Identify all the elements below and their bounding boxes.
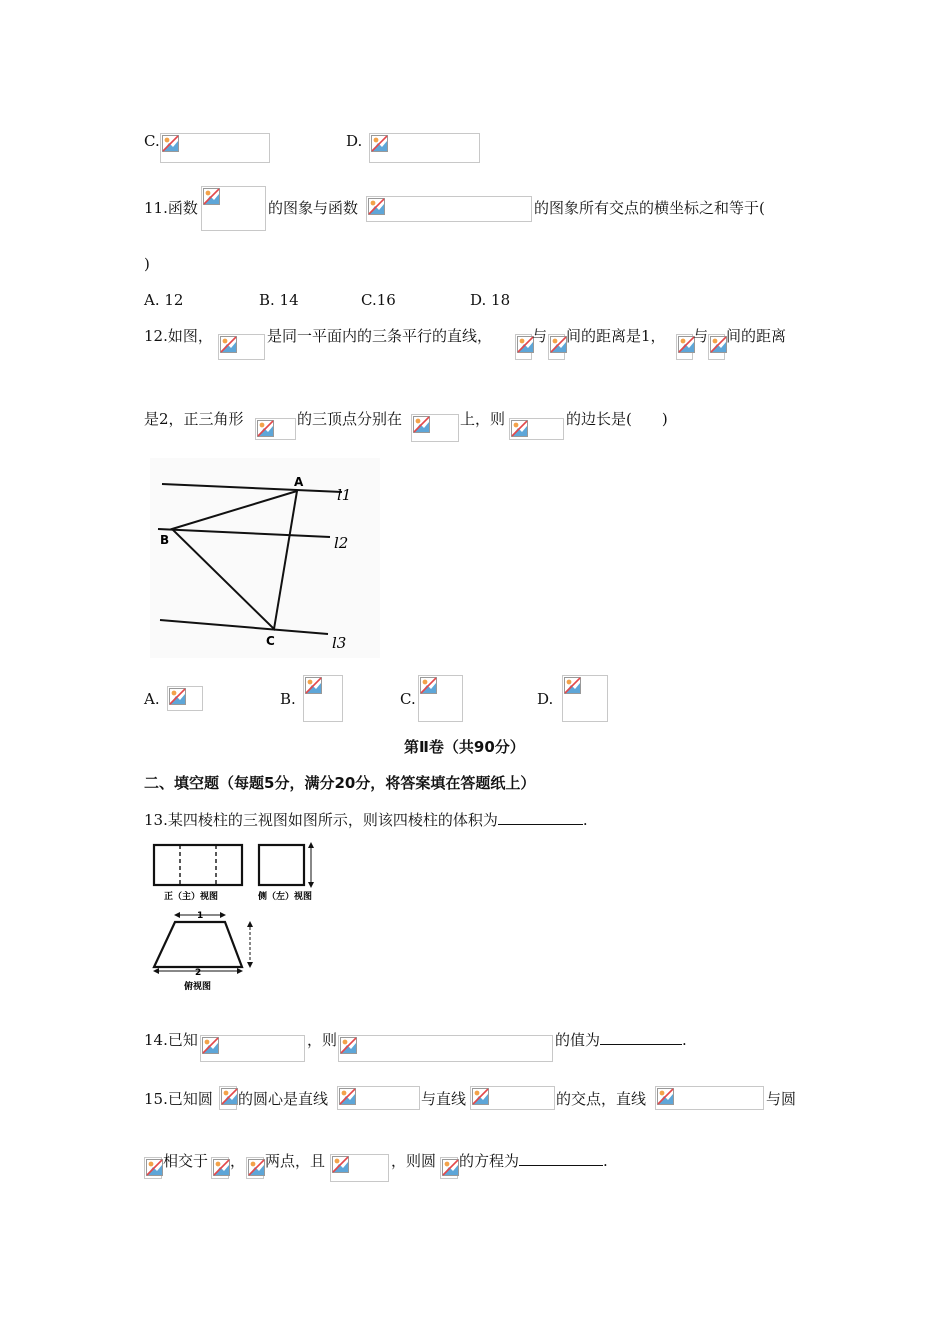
option-c-label: C. xyxy=(144,132,160,150)
side-view-label: 侧（左）视图 xyxy=(258,892,313,902)
q15-text: 两点，且 xyxy=(265,1152,326,1170)
formula-image xyxy=(470,1086,555,1110)
section-title: 第Ⅱ卷（共90分） xyxy=(404,738,525,756)
q11-close: ) xyxy=(144,255,150,273)
answer-blank xyxy=(600,1030,682,1045)
q12-text: 间的距离是1， xyxy=(566,327,666,345)
formula-image xyxy=(562,675,608,722)
formula-image xyxy=(330,1154,389,1182)
q11-option-d: D. 18 xyxy=(470,291,511,309)
broken-image-icon xyxy=(220,336,237,353)
vertex-c-label: C xyxy=(266,634,275,648)
formula-image xyxy=(211,1157,229,1179)
q12-text: 是同一平面内的三条平行的直线， xyxy=(267,327,493,345)
formula-image xyxy=(337,1086,420,1110)
formula-image xyxy=(366,196,532,222)
front-view-label: 正（主）视图 xyxy=(164,892,219,902)
formula-image xyxy=(218,334,265,360)
broken-image-icon xyxy=(442,1159,459,1176)
broken-image-icon xyxy=(248,1159,265,1176)
top-width-label: 1 xyxy=(197,911,204,921)
line-l2-label: l2 xyxy=(334,534,349,552)
q11-text: 的图象所有交点的横坐标之和等于( xyxy=(534,199,765,217)
q13-text: 13.某四棱柱的三视图如图所示，则该四棱柱的体积为 . xyxy=(144,811,588,829)
top-view-label: 俯视图 xyxy=(184,982,212,992)
q14-text: ，则 xyxy=(307,1031,338,1049)
q15-text: 的方程为 . xyxy=(459,1152,608,1170)
broken-image-icon xyxy=(368,198,385,215)
formula-image xyxy=(515,334,532,360)
broken-image-icon xyxy=(305,677,322,694)
q15-text: 的圆心是直线 xyxy=(238,1090,329,1108)
q11-text: 的图象与函数 xyxy=(268,199,359,217)
broken-image-icon xyxy=(221,1088,238,1105)
q11-option-c: C.16 xyxy=(361,291,396,309)
triangle-parallel-lines-figure xyxy=(150,458,380,658)
formula-image xyxy=(418,675,463,722)
q12-text: 与 xyxy=(532,327,548,345)
formula-image xyxy=(255,418,296,440)
q12-text: 的边长是( ) xyxy=(566,410,668,428)
broken-image-icon xyxy=(213,1159,230,1176)
line-l3-label: l3 xyxy=(332,634,347,652)
line-l1-label: l1 xyxy=(337,486,352,504)
q12-text: 是2，正三角形 xyxy=(144,410,244,428)
broken-image-icon xyxy=(332,1156,349,1173)
formula-image xyxy=(303,675,343,722)
q15-text: 与直线 xyxy=(421,1090,467,1108)
broken-image-icon xyxy=(413,416,430,433)
q11-text: 11.函数 xyxy=(144,199,198,217)
broken-image-icon xyxy=(257,420,274,437)
formula-image xyxy=(509,418,564,440)
formula-image xyxy=(246,1157,264,1179)
q15-text: 与圆 xyxy=(766,1090,797,1108)
q12-text: 间的距离 xyxy=(726,327,787,345)
formula-image xyxy=(144,1157,162,1179)
q12-text: 上，则 xyxy=(460,410,506,428)
q12-option-a: A. xyxy=(144,690,160,708)
q15-text: ，则圆 xyxy=(391,1152,437,1170)
broken-image-icon xyxy=(472,1088,489,1105)
formula-image xyxy=(160,133,270,163)
formula-image xyxy=(201,186,266,231)
formula-image xyxy=(369,133,480,163)
q14-text: 14.已知 xyxy=(144,1031,198,1049)
q15-text: ， xyxy=(230,1152,246,1170)
broken-image-icon xyxy=(169,688,186,705)
formula-image xyxy=(411,414,459,442)
broken-image-icon xyxy=(340,1037,357,1054)
top-view-trapezoid xyxy=(154,922,242,967)
broken-image-icon xyxy=(420,677,437,694)
broken-image-icon xyxy=(550,336,567,353)
q12-text: 12.如图， xyxy=(144,327,213,345)
formula-image xyxy=(200,1035,305,1062)
q12-option-b: B. xyxy=(280,690,296,708)
broken-image-icon xyxy=(710,336,727,353)
vertex-b-label: B xyxy=(160,533,170,547)
broken-image-icon xyxy=(511,420,528,437)
q15-text: 的交点，直线 xyxy=(556,1090,647,1108)
formula-image xyxy=(219,1086,237,1110)
option-d-label: D. xyxy=(346,132,363,150)
bottom-width-label: 2 xyxy=(195,968,202,978)
q11-option-a: A. 12 xyxy=(144,291,184,309)
vertex-a-label: A xyxy=(294,475,304,489)
broken-image-icon xyxy=(564,677,581,694)
q12-option-d: D. xyxy=(537,690,554,708)
q12-text: 的三顶点分别在 xyxy=(297,410,403,428)
q14-text: 的值为 . xyxy=(555,1031,687,1049)
section-heading: 二、填空题（每题5分，满分20分，将答案填在答题纸上） xyxy=(144,774,536,792)
three-view-figure xyxy=(146,838,326,994)
formula-image xyxy=(708,334,725,360)
q15-text: 15.已知圆 xyxy=(144,1090,213,1108)
broken-image-icon xyxy=(202,1037,219,1054)
formula-image xyxy=(440,1157,458,1179)
broken-image-icon xyxy=(203,188,220,205)
formula-image xyxy=(338,1035,553,1062)
broken-image-icon xyxy=(162,135,179,152)
broken-image-icon xyxy=(146,1159,163,1176)
q11-option-b: B. 14 xyxy=(259,291,299,309)
formula-image xyxy=(548,334,565,360)
answer-blank xyxy=(498,810,583,825)
broken-image-icon xyxy=(339,1088,356,1105)
side-view-rect xyxy=(259,845,304,885)
q12-option-c: C. xyxy=(400,690,416,708)
q15-text: 相交于 xyxy=(163,1152,209,1170)
answer-blank xyxy=(519,1151,603,1166)
formula-image xyxy=(655,1086,764,1110)
broken-image-icon xyxy=(657,1088,674,1105)
broken-image-icon xyxy=(371,135,388,152)
front-view-rect xyxy=(154,845,242,885)
formula-image xyxy=(167,686,203,711)
formula-image xyxy=(676,334,693,360)
q12-text: 与 xyxy=(693,327,709,345)
